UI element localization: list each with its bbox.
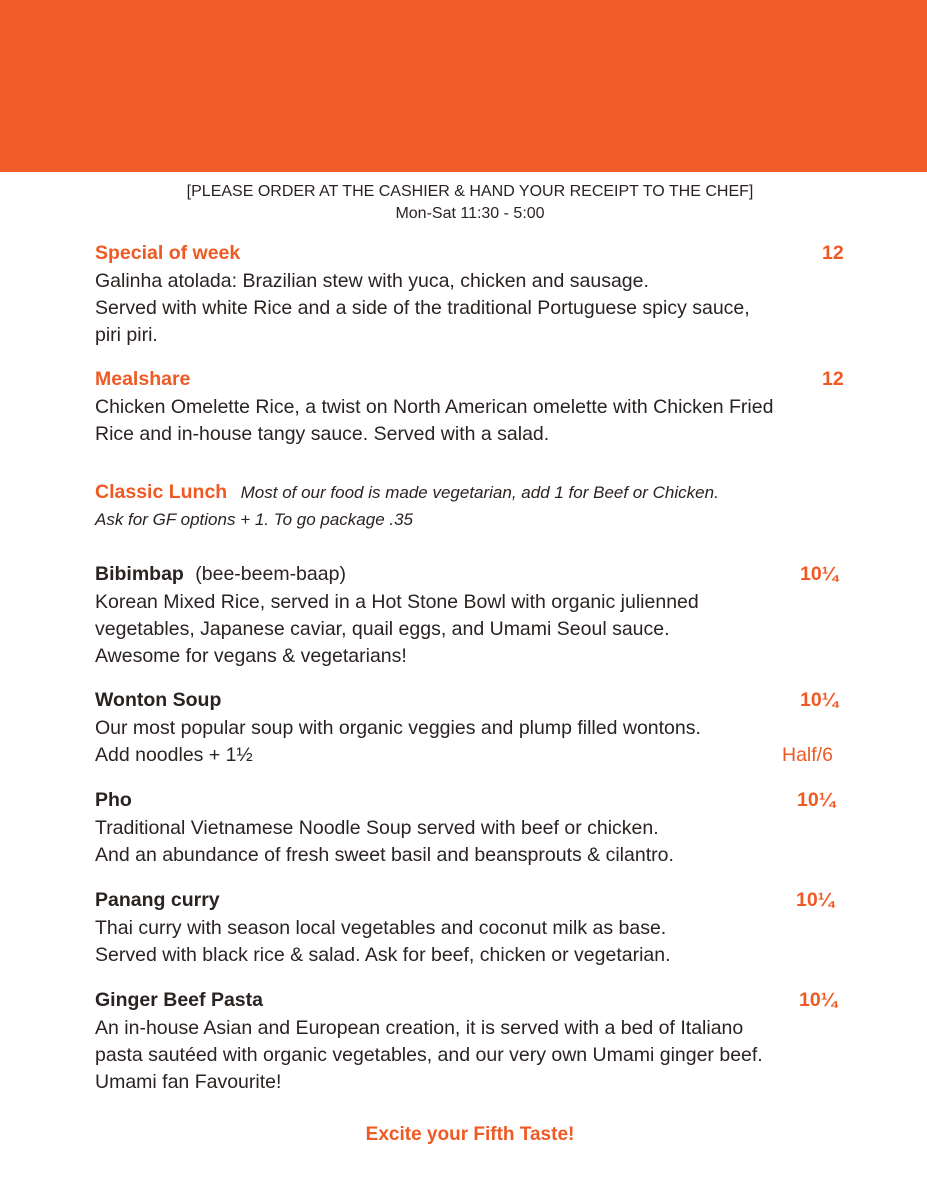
panang-line-2: Served with black rice & salad. Ask for beef, chicken or vegetarian. bbox=[95, 944, 671, 966]
pho-description bbox=[95, 815, 855, 869]
ginger-description bbox=[95, 1015, 855, 1096]
classic-lunch-note: Most of our food is made vegetarian, add 1 for Beef or Chicken. bbox=[240, 483, 719, 502]
pho-price: 10¼ bbox=[797, 789, 835, 811]
mealshare-section bbox=[95, 366, 855, 448]
opening-hours: Mon-Sat 11:30 - 5:00 bbox=[395, 205, 545, 222]
ginger-price: 10¼ bbox=[799, 989, 837, 1011]
special-line-2: Served with white Rice and a side of the traditional Portuguese spicy sauce, bbox=[95, 297, 750, 319]
bibimbap-description bbox=[95, 589, 855, 670]
panang-curry-item bbox=[95, 887, 855, 969]
ginger-line-1: An in-house Asian and European creation, it is served with a bed of Italiano bbox=[95, 1017, 744, 1039]
panang-price: 10¼ bbox=[796, 889, 834, 911]
pho-line-2: And an abundance of fresh sweet basil and beansprouts & cilantro. bbox=[95, 844, 674, 866]
special-line-1: Galinha atolada: Brazilian stew with yuca, chicken and sausage. bbox=[95, 270, 649, 292]
bibimbap-line-2: vegetables, Japanese caviar, quail eggs, and Umami Seoul sauce. bbox=[95, 618, 670, 640]
mealshare-description bbox=[95, 394, 855, 448]
wonton-line-2 bbox=[95, 742, 855, 769]
mealshare-line-2: Rice and in-house tangy sauce. Served with a salad. bbox=[95, 423, 550, 445]
classic-lunch-options: Ask for GF options + 1. To go package .35 bbox=[95, 510, 414, 529]
wonton-soup-item bbox=[95, 687, 855, 769]
ginger-beef-pasta-item bbox=[95, 987, 855, 1096]
bibimbap-price: 10¼ bbox=[800, 563, 838, 585]
wonton-title: Wonton Soup bbox=[95, 689, 222, 711]
wonton-price: 10¼ bbox=[800, 689, 838, 711]
panang-line-1: Thai curry with season local vegetables and coconut milk as base. bbox=[95, 917, 667, 939]
bibimbap-line-3: Awesome for vegans & vegetarians! bbox=[95, 645, 407, 667]
wonton-noodles-addon: Add noodles + 1½ bbox=[95, 744, 253, 766]
special-title: Special of week bbox=[95, 242, 241, 264]
special-line-3: piri piri. bbox=[95, 324, 158, 346]
pho-title: Pho bbox=[95, 789, 132, 811]
ginger-title: Ginger Beef Pasta bbox=[95, 989, 263, 1011]
bibimbap-pronunciation: (bee-beem-baap) bbox=[195, 563, 346, 585]
footer-tagline: Excite your Fifth Taste! bbox=[365, 1124, 575, 1145]
special-of-week-section bbox=[95, 240, 855, 349]
special-price: 12 bbox=[822, 242, 844, 264]
mealshare-price: 12 bbox=[822, 368, 844, 390]
wonton-description bbox=[95, 715, 855, 769]
ginger-line-3: Umami fan Favourite! bbox=[95, 1071, 282, 1093]
bibimbap-title bbox=[95, 561, 346, 587]
panang-description bbox=[95, 915, 855, 969]
special-description bbox=[95, 268, 855, 349]
pho-line-1: Traditional Vietnamese Noodle Soup served with beef or chicken. bbox=[95, 817, 659, 839]
wonton-line-1: Our most popular soup with organic veggies and plump filled wontons. bbox=[95, 717, 701, 739]
classic-lunch-heading: Classic Lunch bbox=[95, 481, 228, 503]
ginger-line-2: pasta sautéed with organic vegetables, and our very own Umami ginger beef. bbox=[95, 1044, 763, 1066]
order-notice bbox=[0, 181, 927, 225]
mealshare-title: Mealshare bbox=[95, 368, 191, 390]
order-instructions: [PLEASE ORDER AT THE CASHIER & HAND YOUR RECEIPT TO THE CHEF] bbox=[186, 183, 754, 200]
wonton-half-price: Half/6 bbox=[782, 744, 833, 766]
bibimbap-line-1: Korean Mixed Rice, served in a Hot Stone Bowl with organic julienned bbox=[95, 591, 699, 613]
mealshare-line-1: Chicken Omelette Rice, a twist on North American omelette with Chicken Fried bbox=[95, 396, 774, 418]
header-banner bbox=[0, 0, 927, 172]
pho-item bbox=[95, 787, 855, 869]
classic-lunch-section bbox=[95, 479, 855, 533]
panang-title: Panang curry bbox=[95, 889, 220, 911]
bibimbap-name: Bibimbap bbox=[95, 563, 184, 585]
classic-lunch-title bbox=[95, 479, 719, 506]
bibimbap-item bbox=[95, 561, 855, 670]
